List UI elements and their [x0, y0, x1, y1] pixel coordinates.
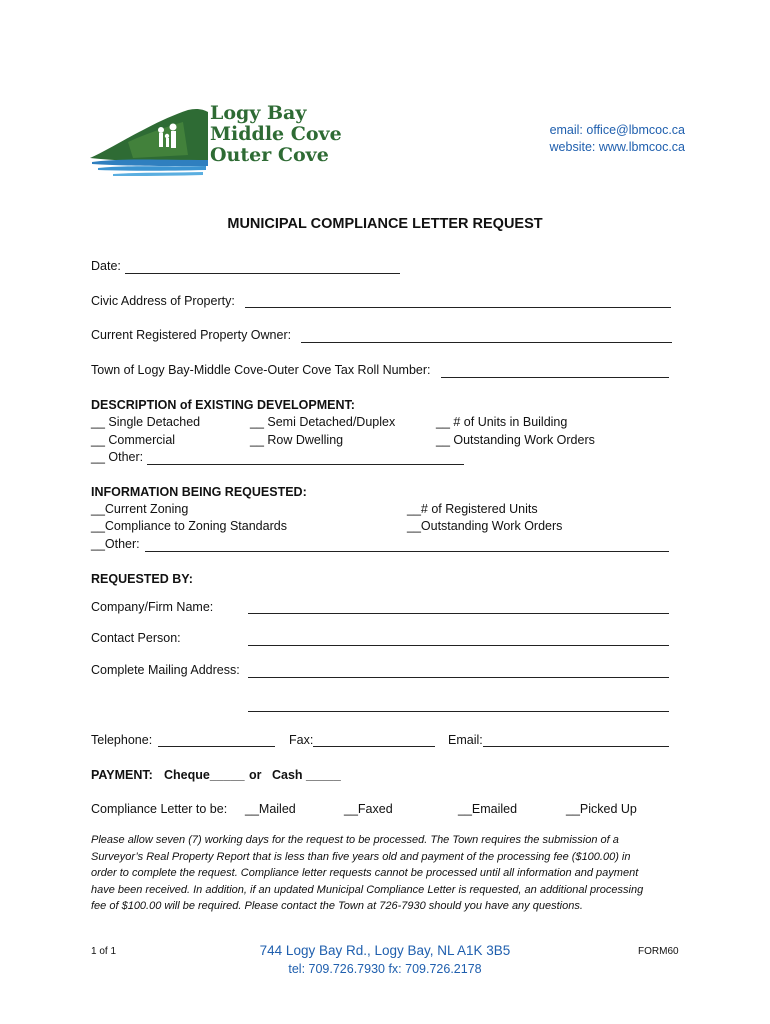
- option-units-in-building[interactable]: __ # of Units in Building: [436, 415, 568, 429]
- contact-person-label: Contact Person:: [91, 631, 181, 645]
- tax-roll-field[interactable]: [441, 377, 669, 378]
- email-label: Email:: [448, 733, 483, 747]
- mailing-address-field-2[interactable]: [248, 711, 669, 712]
- delivery-emailed[interactable]: __Emailed: [458, 802, 518, 816]
- mailing-address-label: Complete Mailing Address:: [91, 663, 240, 677]
- requested-by-heading: REQUESTED BY:: [91, 572, 193, 586]
- company-field[interactable]: [248, 613, 669, 614]
- mailing-address-field-1[interactable]: [248, 677, 669, 678]
- delivery-faxed[interactable]: __Faxed: [344, 802, 393, 816]
- company-label: Company/Firm Name:: [91, 600, 214, 614]
- contact-email[interactable]: email: office@lbmcoc.ca: [549, 123, 685, 137]
- option-row-dwelling[interactable]: __ Row Dwelling: [250, 433, 344, 447]
- form-code: FORM60: [638, 946, 679, 957]
- owner-label: Current Registered Property Owner:: [91, 328, 292, 342]
- payment-cheque[interactable]: Cheque_____: [164, 768, 245, 782]
- civic-address-field[interactable]: [245, 307, 671, 308]
- option-registered-units[interactable]: __# of Registered Units: [407, 502, 538, 516]
- telephone-field[interactable]: [158, 746, 275, 747]
- logo-line-1: Logy Bay: [210, 102, 307, 124]
- page-title: MUNICIPAL COMPLIANCE LETTER REQUEST: [227, 216, 543, 232]
- footer-phones: tel: 709.726.7930 fx: 709.726.2178: [288, 962, 482, 976]
- page-number: 1 of 1: [91, 946, 117, 957]
- delivery-mailed[interactable]: __Mailed: [245, 802, 296, 816]
- contact-info: [450, 122, 685, 156]
- civic-address-label: Civic Address of Property:: [91, 294, 235, 308]
- owner-field[interactable]: [301, 342, 672, 343]
- option-info-other[interactable]: __Other:: [91, 537, 140, 551]
- description-other-field[interactable]: [147, 464, 464, 465]
- option-current-zoning[interactable]: __Current Zoning: [91, 502, 189, 516]
- information-heading: INFORMATION BEING REQUESTED:: [91, 485, 307, 499]
- option-compliance-zoning[interactable]: __Compliance to Zoning Standards: [91, 519, 287, 533]
- payment-label: PAYMENT:: [91, 768, 153, 782]
- contact-person-field[interactable]: [248, 645, 669, 646]
- fax-field[interactable]: [313, 746, 435, 747]
- description-heading: DESCRIPTION of EXISTING DEVELOPMENT:: [91, 398, 355, 412]
- option-info-outstanding-work-orders[interactable]: __Outstanding Work Orders: [407, 519, 563, 533]
- option-other[interactable]: __ Other:: [91, 450, 144, 464]
- town-logo: [88, 100, 348, 180]
- information-other-field[interactable]: [145, 551, 669, 552]
- option-semi-detached[interactable]: __ Semi Detached/Duplex: [250, 415, 396, 429]
- fax-label: Fax:: [289, 733, 314, 747]
- option-single-detached[interactable]: __ Single Detached: [91, 415, 201, 429]
- date-label: Date:: [91, 259, 121, 273]
- payment-cash[interactable]: Cash _____: [272, 768, 341, 782]
- delivery-picked-up[interactable]: __Picked Up: [566, 802, 637, 816]
- contact-website[interactable]: website: www.lbmcoc.ca: [549, 140, 685, 154]
- tax-roll-label: Town of Logy Bay-Middle Cove-Outer Cove Tax Roll Number:: [91, 363, 431, 377]
- date-field[interactable]: [125, 273, 400, 274]
- logo-name: [210, 103, 350, 166]
- logo-graphic: [88, 100, 213, 180]
- delivery-label: Compliance Letter to be:: [91, 802, 228, 816]
- option-outstanding-work-orders[interactable]: __ Outstanding Work Orders: [436, 433, 595, 447]
- option-commercial[interactable]: __ Commercial: [91, 433, 176, 447]
- telephone-label: Telephone:: [91, 733, 153, 747]
- footer-address: 744 Logy Bay Rd., Logy Bay, NL A1K 3B5: [259, 943, 511, 958]
- logo-line-2: Middle Cove: [210, 123, 342, 145]
- logo-line-3: Outer Cove: [210, 144, 329, 166]
- email-field[interactable]: [483, 746, 669, 747]
- processing-notice: Please allow seven (7) working days for the request to be processed. The Town requires the submission of a Surveyor’s Real Property Report that is less than five years old and payment of the processing fee ($100.00) in order to complete the request. Compliance letter requests cannot be processed until all information and payment have been received. In addition, if an updated Municipal Compliance Letter is requested, an additional processing fee of $100.00 will be required. Please contact the Town at 726-7930 should you have any questions.: [91, 834, 644, 912]
- payment-or: or: [249, 768, 262, 782]
